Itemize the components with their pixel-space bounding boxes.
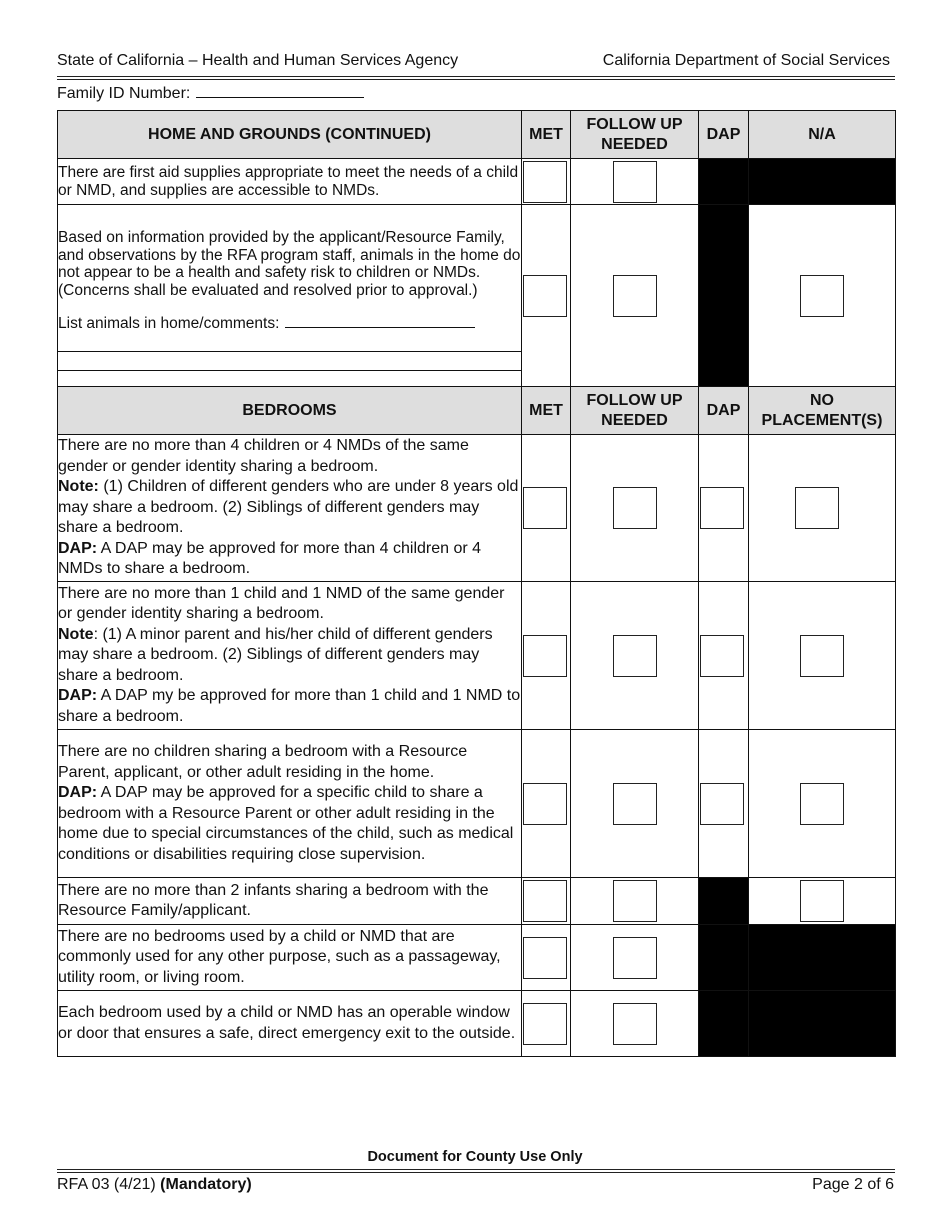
dap-cell [699,435,749,582]
family-id-field[interactable] [196,83,364,98]
no-placement-checkbox[interactable] [800,783,844,825]
dap-text: A DAP may be approved for more than 4 children or 4 NMDs to share a bedroom. [58,539,482,578]
section2-title: BEDROOMS [58,387,522,435]
follow-up-cell [571,991,699,1057]
met-cell [522,582,571,730]
follow-up-cell [571,878,699,925]
blocked-cell [699,991,749,1057]
row-description: There are no more than 2 infants sharing a bedroom with the Resource Family/applicant. [58,878,522,925]
met-checkbox[interactable] [523,275,567,317]
dap-label: DAP: [58,784,98,801]
dap-text: A DAP may be approved for a specific child to share a bedroom with a Resource Parent or other adult residing in the home due to special circumstances of the child, such as medical conditions or disabilities requiring close supervision. [58,784,514,863]
animals-text: Based on information provided by the applicant/Resource Family, and observations by the RFA program staff, animals in the home do not appear to be a health and safety risk to children or NMDs. (Concerns shall be evaluated and resolved prior to approval.) [58,229,521,299]
comment-line[interactable] [58,335,521,352]
col-met: MET [522,111,571,159]
follow-up-checkbox[interactable] [613,880,657,922]
met-checkbox[interactable] [523,1003,567,1045]
col-met: MET [522,387,571,435]
section1-title: HOME AND GROUNDS (CONTINUED) [58,111,522,159]
met-checkbox[interactable] [523,487,567,529]
blocked-cell [699,205,749,387]
met-checkbox[interactable] [523,880,567,922]
follow-up-checkbox[interactable] [613,635,657,677]
agency-header: State of California – Health and Human Services Agency [57,52,459,69]
met-cell [522,205,571,387]
animals-list-label: List animals in home/comments: [58,315,280,333]
no-placement-checkbox[interactable] [800,880,844,922]
met-checkbox[interactable] [523,937,567,979]
met-cell [522,991,571,1057]
blocked-cell [749,925,896,991]
dap-checkbox[interactable] [700,635,744,677]
no-placement-cell [749,878,896,925]
form-id [57,1176,252,1194]
dap-label: DAP: [58,687,98,705]
blocked-cell [749,991,896,1057]
col-dap: DAP [699,387,749,435]
row-description: There are first aid supplies appropriate to meet the needs of a child or NMD, and supplies are accessible to NMDs. [58,159,522,205]
row-description [58,435,522,582]
follow-up-cell [571,159,699,205]
note-label: Note: [58,478,99,496]
follow-up-checkbox[interactable] [613,275,657,317]
no-placement-checkbox[interactable] [800,635,844,677]
rule-text: There are no more than 1 child and 1 NMD of the same gender or gender identity sharing a bedroom. [58,584,505,623]
table-row [58,991,896,1057]
met-checkbox[interactable] [523,635,567,677]
table-row [58,878,896,925]
animals-comment-field[interactable] [285,313,475,328]
col-follow-up: FOLLOW UP NEEDED [571,111,699,159]
note-text: : (1) A minor parent and his/her child of different genders may share a bedroom. (2) Siblings of different genders may share a bedroom. [58,625,493,684]
checklist-table [57,110,896,1057]
no-placement-cell [749,582,896,730]
follow-up-checkbox[interactable] [613,487,657,529]
page-number: Page 2 of 6 [812,1176,894,1193]
county-use-notice: Document for County Use Only [367,1149,583,1165]
dap-cell [699,582,749,730]
no-placement-cell [749,730,896,878]
col-follow-up: FOLLOW UP NEEDED [571,387,699,435]
table-row [58,435,896,582]
follow-up-checkbox[interactable] [613,783,657,825]
no-placement-checkbox[interactable] [795,487,839,529]
mandatory-label: (Mandatory) [160,1176,252,1193]
follow-up-cell [571,730,699,878]
section2-header-row [58,387,896,435]
met-cell [522,159,571,205]
rule-text: There are no children sharing a bedroom with a Resource Parent, applicant, or other adult residing in the home. [58,743,468,781]
note-label: Note [58,625,94,643]
met-checkbox[interactable] [523,161,567,203]
follow-up-cell [571,435,699,582]
na-cell [749,205,896,387]
met-cell [522,925,571,991]
follow-up-cell [571,582,699,730]
note-text: (1) Children of different genders who are under 8 years old may share a bedroom. (2) Siblings of different genders may share a bedroom. [58,478,519,537]
na-checkbox[interactable] [800,275,844,317]
blocked-cell [699,878,749,925]
dap-checkbox[interactable] [700,487,744,529]
follow-up-checkbox[interactable] [613,1003,657,1045]
dap-label: DAP: [58,539,98,557]
blocked-cell [699,925,749,991]
follow-up-checkbox[interactable] [613,161,657,203]
section1-header-row [58,111,896,159]
row-description: Each bedroom used by a child or NMD has an operable window or door that ensures a safe, direct emergency exit to the outside. [58,991,522,1057]
met-checkbox[interactable] [523,783,567,825]
dap-text: A DAP my be approved for more than 1 child and 1 NMD to share a bedroom. [58,687,521,725]
rule-text: There are no more than 4 children or 4 NMDs of the same gender or gender identity sharing a bedroom. [58,437,469,475]
dap-cell [699,730,749,878]
form-number: RFA 03 (4/21) [57,1176,156,1193]
no-placement-cell [749,435,896,582]
department-header: California Department of Social Services [602,52,890,69]
table-row [58,159,896,205]
row-description [58,205,522,387]
table-row [58,582,896,730]
family-id-label: Family ID Number: [57,85,191,102]
comment-line[interactable] [58,354,521,371]
col-dap: DAP [699,111,749,159]
family-id-row [57,83,364,103]
table-row [58,205,896,387]
table-row [58,925,896,991]
met-cell [522,878,571,925]
header-rule [57,76,895,80]
table-row [58,730,896,878]
follow-up-cell [571,925,699,991]
col-no-placement: NO PLACEMENT(S) [749,387,896,435]
blocked-cell [699,159,749,205]
met-cell [522,730,571,878]
footer-rule [57,1169,895,1173]
row-description [58,582,522,730]
blocked-cell [749,159,896,205]
follow-up-checkbox[interactable] [613,937,657,979]
row-description: There are no bedrooms used by a child or NMD that are commonly used for any other purpose, such as a passageway, utility room, or living room. [58,925,522,991]
met-cell [522,435,571,582]
row-description [58,730,522,878]
col-na: N/A [749,111,896,159]
dap-checkbox[interactable] [700,783,744,825]
follow-up-cell [571,205,699,387]
